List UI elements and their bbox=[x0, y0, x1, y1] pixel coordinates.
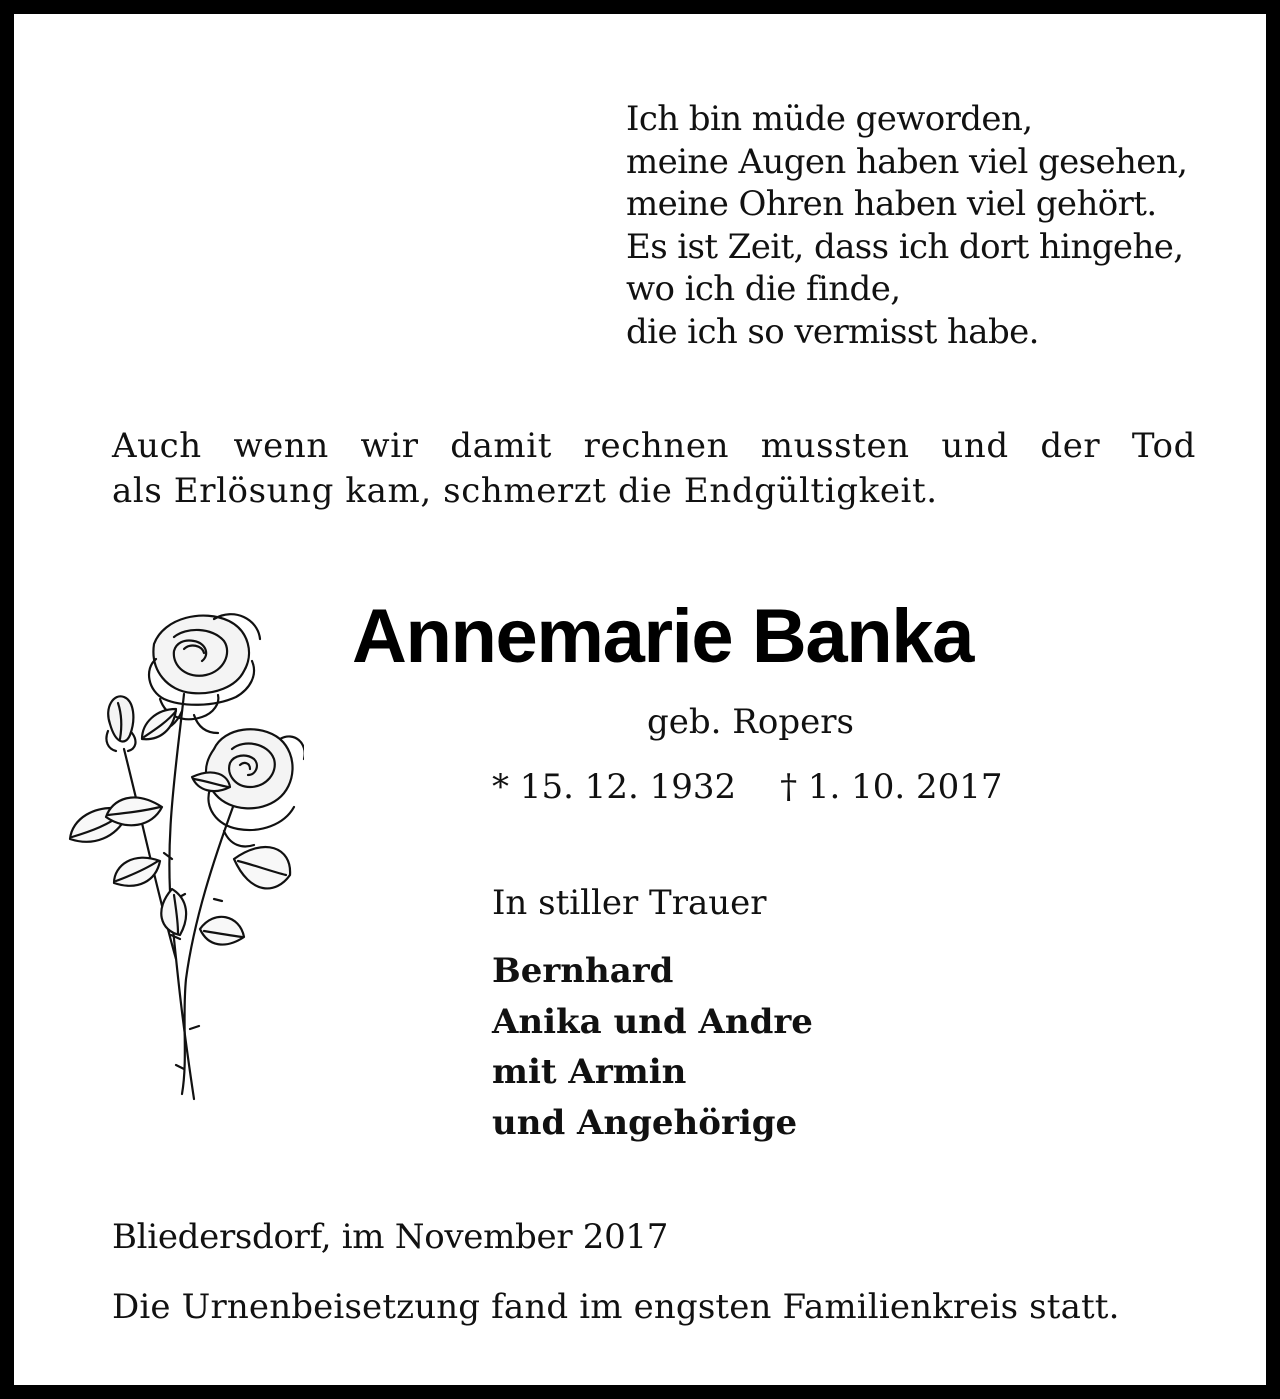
burial-note: Die Urnenbeisetzung fand im engsten Familienkreis statt. bbox=[112, 1287, 1120, 1327]
poem-line: die ich so vermisst habe. bbox=[626, 311, 1039, 352]
poem-line: meine Augen haben viel gesehen, bbox=[626, 141, 1188, 182]
poem-line: Es ist Zeit, dass ich dort hingehe, bbox=[626, 226, 1184, 267]
intro-line-2: als Erlösung kam, schmerzt die Endgültigkeit. bbox=[112, 471, 938, 511]
poem-line: Ich bin müde geworden, bbox=[626, 99, 1033, 139]
maiden-name: geb. Ropers bbox=[647, 702, 854, 742]
poem bbox=[626, 98, 1246, 353]
intro-line-1: Auch wenn wir damit rechnen mussten und der Tod bbox=[112, 426, 1196, 466]
place-date: Bliedersdorf, im November 2017 bbox=[112, 1217, 669, 1257]
mourner-list bbox=[492, 946, 813, 1148]
mourning-heading: In stiller Trauer bbox=[492, 883, 767, 923]
deceased-name: Annemarie Banka bbox=[352, 594, 974, 679]
mourner-name: und Angehörige bbox=[492, 1102, 798, 1143]
mourner-name: Anika und Andre bbox=[492, 1001, 813, 1042]
life-dates bbox=[492, 766, 1003, 808]
death-date: † 1. 10. 2017 bbox=[780, 767, 1003, 807]
intro-text bbox=[112, 424, 1196, 514]
rose-icon bbox=[64, 599, 304, 1109]
mourner-name: mit Armin bbox=[492, 1052, 687, 1092]
poem-line: meine Ohren haben viel gehört. bbox=[626, 184, 1157, 224]
birth-date: * 15. 12. 1932 bbox=[492, 767, 737, 807]
mourner-name: Bernhard bbox=[492, 951, 674, 991]
poem-line: wo ich die finde, bbox=[626, 269, 901, 309]
